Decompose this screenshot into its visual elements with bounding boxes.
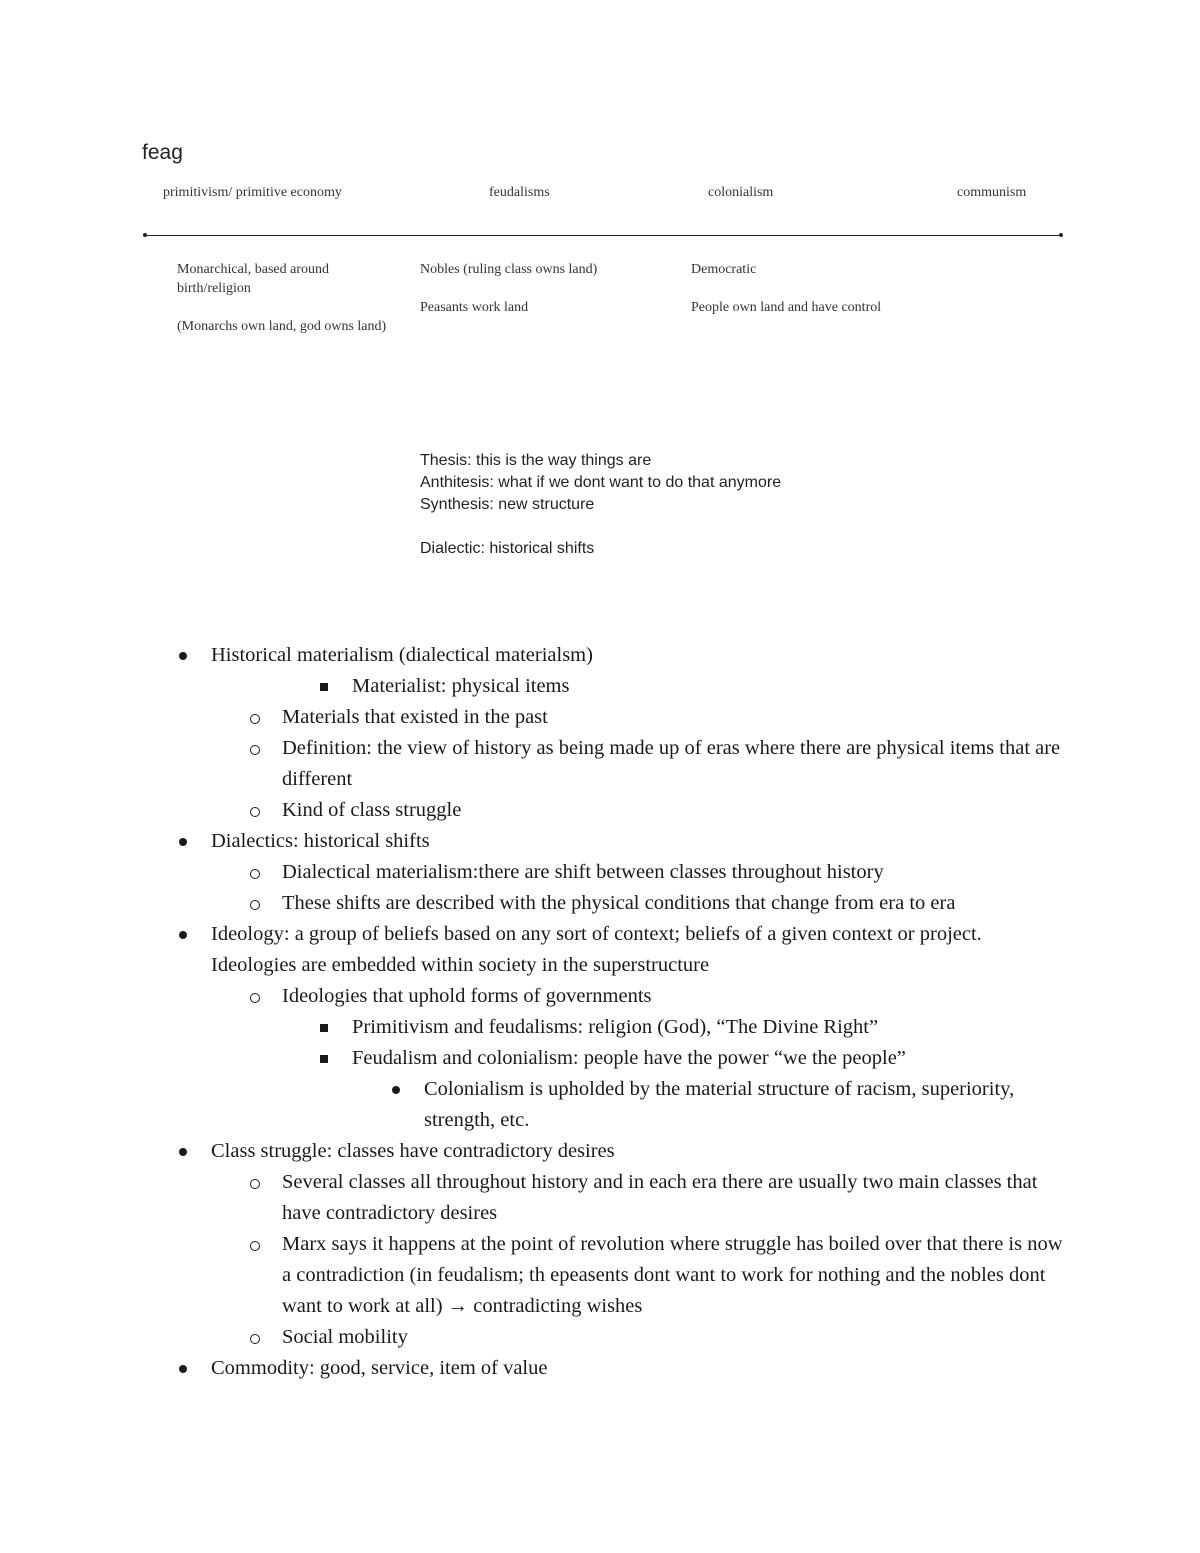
list-item bbox=[0, 1012, 1072, 1043]
list-item bbox=[0, 733, 1072, 795]
square-bullet-icon bbox=[320, 1055, 328, 1063]
circle-bullet-icon bbox=[250, 807, 260, 817]
circle-bullet-icon bbox=[250, 900, 260, 910]
circle-bullet-icon bbox=[250, 714, 260, 724]
list-item-text: Dialectical materialism:there are shift between classes throughout history bbox=[282, 861, 884, 883]
antithesis-line: Anthitesis: what if we dont want to do that anymore bbox=[420, 474, 782, 491]
list-item-text: Ideology: a group of beliefs based on any sort of context; beliefs of a given context or project. Ideologies are embedded within society in the superstructure bbox=[211, 923, 982, 976]
list-item bbox=[0, 1043, 1072, 1074]
list-item-text: Commodity: good, service, item of value bbox=[211, 1357, 548, 1379]
list-item bbox=[0, 1074, 1024, 1136]
list-item-text: Dialectics: historical shifts bbox=[211, 830, 430, 852]
list-item-text: These shifts are described with the physical conditions that change from era to era bbox=[282, 892, 956, 914]
disc-bullet-icon bbox=[179, 931, 187, 939]
list-item-text: Several classes all throughout history and in each era there are usually two main classes that have contradictory desires bbox=[282, 1171, 1038, 1224]
circle-bullet-icon bbox=[250, 869, 260, 879]
list-item bbox=[0, 1322, 1072, 1353]
description-line: People own land and have control bbox=[691, 300, 882, 315]
description-line: Democratic bbox=[691, 262, 757, 277]
dialectic-line: Dialectic: historical shifts bbox=[420, 540, 595, 557]
description-line: Peasants work land bbox=[420, 300, 529, 315]
list-item-text: Kind of class struggle bbox=[282, 799, 462, 821]
circle-bullet-icon bbox=[250, 745, 260, 755]
disc-bullet-icon bbox=[179, 1365, 187, 1373]
list-item-text: Materials that existed in the past bbox=[282, 706, 548, 728]
list-item-text: Historical materialism (dialectical materialsm) bbox=[211, 644, 593, 666]
description-line: Nobles (ruling class owns land) bbox=[420, 262, 598, 277]
notes-list bbox=[0, 640, 1200, 1384]
list-item bbox=[0, 795, 1072, 826]
square-bullet-icon bbox=[320, 1024, 328, 1032]
list-item bbox=[0, 857, 1072, 888]
era-label-communism: communism bbox=[957, 185, 1027, 200]
list-item bbox=[0, 826, 1061, 857]
synthesis-line: Synthesis: new structure bbox=[420, 496, 595, 513]
list-item-text: Social mobility bbox=[282, 1326, 408, 1348]
list-item bbox=[0, 1167, 1072, 1229]
list-item-text: Feudalism and colonialism: people have the power “we the people” bbox=[352, 1047, 906, 1069]
era-label-feudalisms: feudalisms bbox=[489, 185, 550, 200]
list-item bbox=[0, 1353, 1061, 1384]
list-item bbox=[0, 888, 1072, 919]
era-label-colonialism: colonialism bbox=[708, 185, 774, 200]
thesis-line: Thesis: this is the way things are bbox=[420, 452, 652, 469]
circle-bullet-icon bbox=[250, 1334, 260, 1344]
list-item-text: Materialist: physical items bbox=[352, 675, 570, 697]
circle-bullet-icon bbox=[250, 993, 260, 1003]
circle-bullet-icon bbox=[250, 1241, 260, 1251]
square-bullet-icon bbox=[320, 683, 328, 691]
timeline-left-end bbox=[143, 233, 147, 237]
list-item-text: Primitivism and feudalisms: religion (God), “The Divine Right” bbox=[352, 1016, 879, 1038]
circle-bullet-icon bbox=[250, 1179, 260, 1189]
description-line: Monarchical, based around birth/religion bbox=[177, 262, 329, 296]
list-item-text: Colonialism is upholded by the material structure of racism, superiority, strength, etc. bbox=[424, 1078, 1015, 1131]
era-label-primitivism: primitivism/ primitive economy bbox=[163, 185, 342, 200]
disc-bullet-icon bbox=[179, 652, 187, 660]
list-item bbox=[0, 1136, 1061, 1167]
list-item bbox=[0, 981, 1072, 1012]
description-line: (Monarchs own land, god owns land) bbox=[177, 319, 387, 334]
list-item-text: Marx says it happens at the point of revolution where struggle has boiled over that there is now a contradiction (in feudalism; th epeasents dont want to work for nothing and the nobles dont want to work at all) → contradicting wishes bbox=[282, 1233, 1063, 1317]
list-item bbox=[0, 671, 1072, 702]
era-description-colonialism bbox=[691, 260, 891, 336]
disc-bullet-icon bbox=[179, 1148, 187, 1156]
list-item-text: Definition: the view of history as being made up of eras where there are physical items that are different bbox=[282, 737, 1061, 790]
timeline-arrow-line bbox=[144, 235, 1062, 236]
dialectic-definitions bbox=[420, 450, 781, 560]
disc-bullet-icon bbox=[392, 1086, 400, 1094]
timeline-right-end bbox=[1059, 233, 1063, 237]
list-item bbox=[0, 640, 1061, 671]
list-item bbox=[0, 702, 1072, 733]
list-item bbox=[0, 1229, 1072, 1322]
era-description-primitivism bbox=[177, 260, 392, 355]
page-title: feag bbox=[142, 141, 183, 164]
list-item-text: Class struggle: classes have contradictory desires bbox=[211, 1140, 615, 1162]
era-description-feudalisms bbox=[420, 260, 650, 336]
list-item-text: Ideologies that uphold forms of governments bbox=[282, 985, 652, 1007]
disc-bullet-icon bbox=[179, 838, 187, 846]
list-item bbox=[0, 919, 1061, 981]
